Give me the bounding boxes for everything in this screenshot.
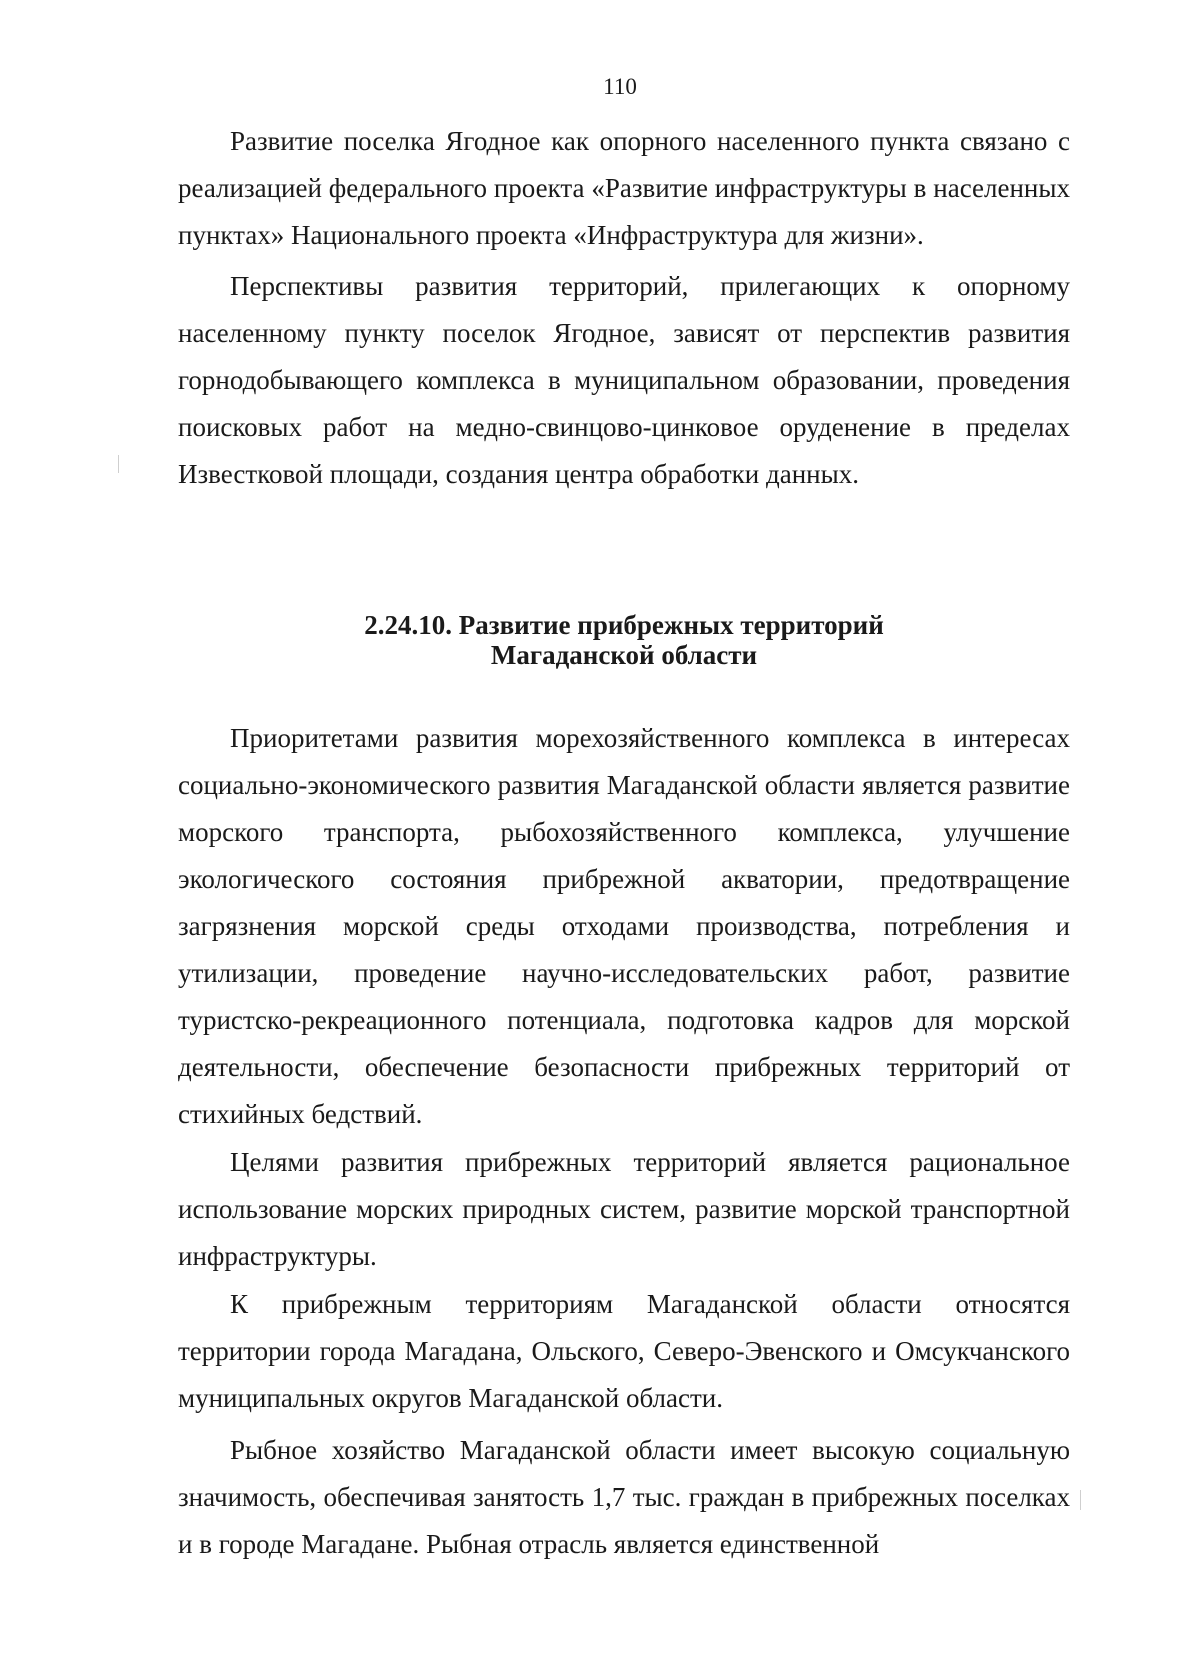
paragraph-territory-prospects: Перспективы развития территорий, прилегающих к опорному населенному пункту поселок Ягодное, зависят от перспектив развития горнодобывающего комплекса в муниципальном образовании, проведения поисковых работ на медно-свинцово-цинковое оруденение в пределах Известковой площади, создания центра обработки данных. <box>178 271 1070 489</box>
page-number: 110 <box>603 74 637 99</box>
section-text <box>178 715 1070 1568</box>
scan-edge-mark-right <box>1080 1490 1081 1510</box>
paragraph-yagodnoe-development: Развитие поселка Ягодное как опорного населенного пункта связано с реализацией федерального проекта «Развитие инфраструктуры в населенных пунктах» Национального проекта «Инфраструктура для жизни». <box>178 126 1070 250</box>
section-heading-line-2: Магаданской области <box>490 640 758 670</box>
paragraph-coastal-territories: К прибрежным территориям Магаданской области относятся территории города Магадана, Ольского, Северо-Эвенского и Омсукчанского муниципальных округов Магаданской области. <box>178 1289 1070 1413</box>
paragraph-goals: Целями развития прибрежных территорий является рациональное использование морских природных систем, развитие морской транспортной инфраструктуры. <box>178 1147 1070 1271</box>
section-heading <box>178 610 1070 670</box>
paragraph-priorities: Приоритетами развития морехозяйственного комплекса в интересах социально-экономического развития Магаданской области является развитие морского транспорта, рыбохозяйственного комплекса, улучшение экологического состояния прибрежной акватории, предотвращение загрязнения морской среды отходами производства, потребления и утилизации, проведение научно-исследовательских работ, развитие туристско-рекреационного потенциала, подготовка кадров для морской деятельности, обеспечение безопасности прибрежных территорий от стихийных бедствий. <box>178 723 1070 1129</box>
scan-edge-mark-left <box>118 455 119 473</box>
section-heading-line-1: 2.24.10. Развитие прибрежных территорий <box>364 610 884 640</box>
intro-text <box>178 118 1070 498</box>
paragraph-fishery: Рыбное хозяйство Магаданской области имеет высокую социальную значимость, обеспечивая занятость 1,7 тыс. граждан в прибрежных поселках и в городе Магадане. Рыбная отрасль является единственной <box>178 1435 1070 1559</box>
